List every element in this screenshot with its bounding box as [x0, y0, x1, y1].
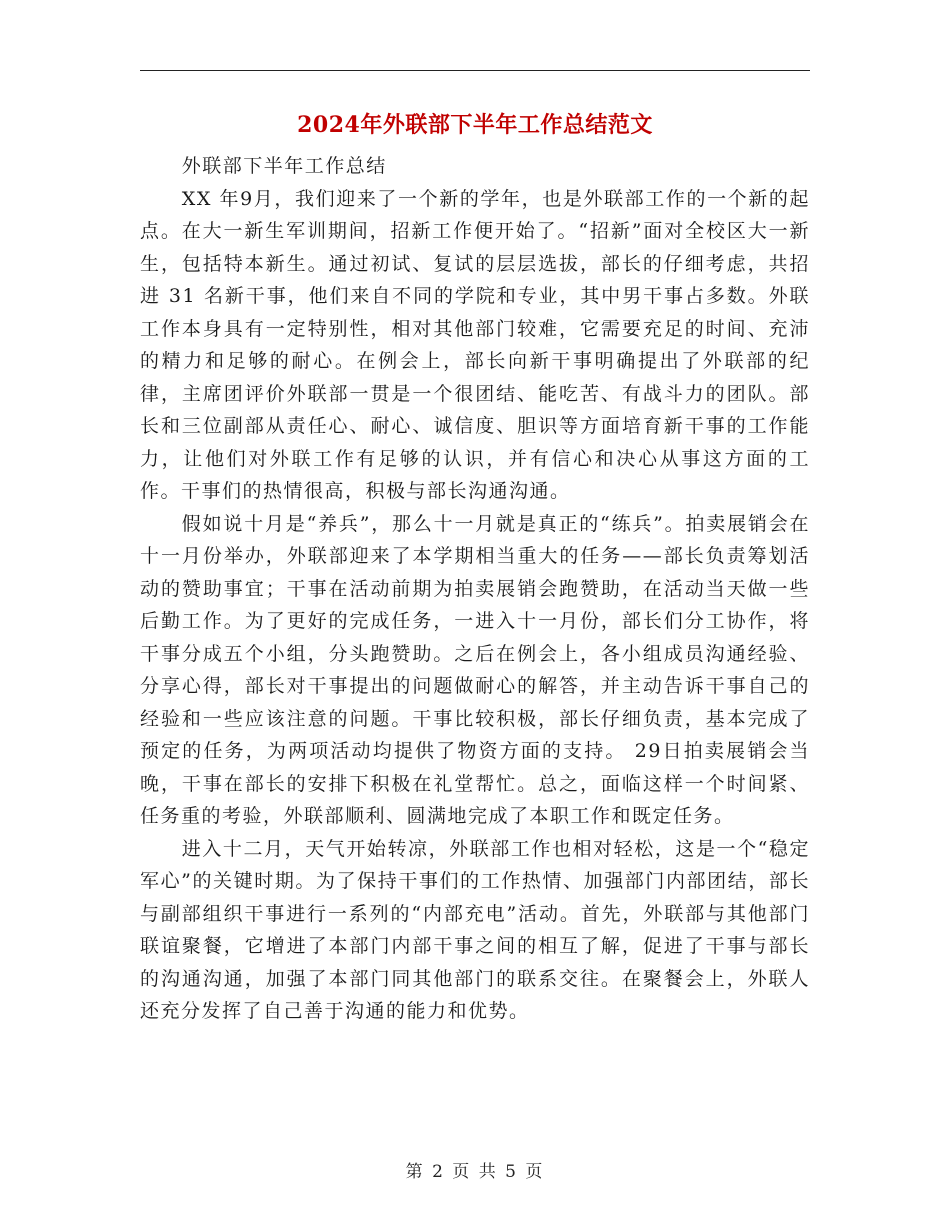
body-paragraph-1: XX 年9月，我们迎来了一个新的学年，也是外联部工作的一个新的起点。在大一新生军训期间，招新工作便开始了。“招新”面对全校区大一新生，包括特本新生。通过初试、复试的层层选拔，部长的仔细考虑，共招进 31 名新干事，他们来自不同的学院和专业，其中男干事占多数。外联工作本身具有一定特别性，相对其他部门较难，它需要充足的时间、充沛的精力和足够的耐心。在例会上，部长向新干事明确提出了外联部的纪律，主席团评价外联部一贯是一个很团结、能吃苦、有战斗力的团队。部长和三位副部从责任心、耐心、诚信度、胆识等方面培育新干事的工作能力，让他们对外联工作有足够的认识，并有信心和决心从事这方面的工作。干事们的热情很高，积极与部长沟通沟通。	[140, 187, 810, 502]
header-rule	[140, 70, 810, 71]
document-title: 2024年外联部下半年工作总结范文	[297, 112, 653, 138]
page-number: 第 2 页 共 5 页	[405, 1162, 545, 1182]
body-paragraph-3: 进入十二月，天气开始转凉，外联部工作也相对轻松，这是一个“稳定军心”的关键时期。为了保持干事们的工作热情、加强部门内部团结，部长与副部组织干事进行一系列的“内部充电”活动。首先，外联部与其他部门联谊聚餐，它增进了本部门内部干事之间的相互了解，促进了干事与部长的沟通沟通，加强了本部门同其他部门的联系交往。在聚餐会上，外联人还充分发挥了自己善于沟通的能力和优势。	[140, 837, 810, 1022]
document-body	[140, 150, 810, 1028]
subtitle-paragraph: 外联部下半年工作总结	[181, 155, 387, 177]
body-paragraph-2: 假如说十月是“养兵”，那么十一月就是真正的“练兵”。拍卖展销会在十一月份举办，外联部迎来了本学期相当重大的任务——部长负责筹划活动的赞助事宜；干事在活动前期为拍卖展销会跑赞助，在活动当天做一些后勤工作。为了更好的完成任务，一进入十一月份，部长们分工协作，将干事分成五个小组，分头跑赞助。之后在例会上，各小组成员沟通经验、分享心得，部长对干事提出的问题做耐心的解答，并主动告诉干事自己的经验和一些应该注意的问题。干事比较积极，部长仔细负责，基本完成了预定的任务，为两项活动均提供了物资方面的支持。 29日拍卖展销会当晚，干事在部长的安排下积极在礼堂帮忙。总之，面临这样一个时间紧、任务重的考验，外联部顺利、圆满地完成了本职工作和既定任务。	[140, 512, 810, 827]
